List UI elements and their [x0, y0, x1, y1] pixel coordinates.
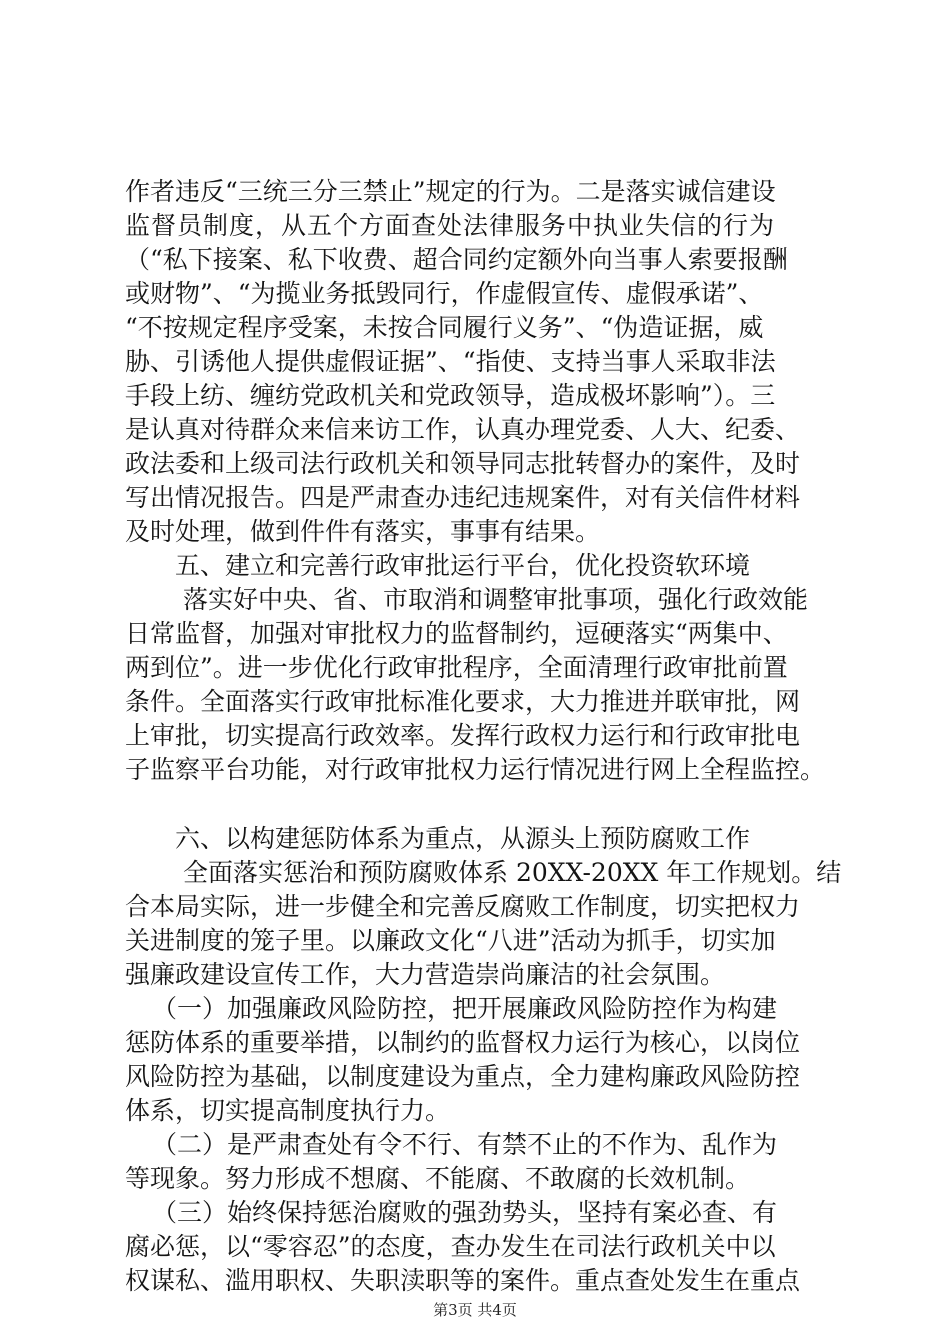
text-line: 日常监督，加强对审批权力的监督制约，逗硬落实“两集中、 [125, 619, 788, 648]
text-line: 监督员制度，从五个方面查处法律服务中执业失信的行为 [125, 211, 776, 240]
text-line: （“私下接案、私下收费、超合同约定额外向当事人索要报酬 [125, 245, 788, 274]
text-line: 胁、引诱他人提供虚假证据”、“指使、支持当事人采取非法 [125, 347, 776, 376]
text-line: （二）是严肃查处有令不行、有禁不止的不作为、乱作为 [152, 1130, 778, 1159]
text-line: 腐必惩，以“零容忍”的态度，查办发生在司法行政机关中以 [125, 1232, 776, 1261]
text-line: 强廉政建设宣传工作，大力营造崇尚廉洁的社会氛围。 [125, 960, 726, 989]
text-line: 手段上纺、缠纺党政机关和党政领导，造成极坏影响”）。三 [125, 381, 776, 410]
text-line: 惩防体系的重要举措，以制约的监督权力运行为核心，以岗位 [125, 1028, 801, 1057]
text-line: 作者违反“三统三分三禁止”规定的行为。二是落实诚信建设 [125, 177, 776, 206]
text-line: 合本局实际，进一步健全和完善反腐败工作制度，切实把权力 [125, 892, 801, 921]
section-heading: 六、以构建惩防体系为重点，从源头上预防腐败工作 [175, 824, 751, 853]
text-line: 风险防控为基础，以制度建设为重点，全力建构廉政风险防控 [125, 1062, 801, 1091]
text-line: 或财物”、“为揽业务抵毁同行，作虚假宣传、虚假承诺”、 [125, 279, 764, 308]
text-line: 权谋私、滥用职权、失职渎职等的案件。重点查处发生在重点 [125, 1266, 801, 1295]
text-line: 落实好中央、省、市取消和调整审批事项，强化行政效能 [183, 585, 809, 614]
text-line: 是认真对待群众来信来访工作，认真办理党委、人大、纪委、 [125, 415, 801, 444]
text-line: 关进制度的笼子里。以廉政文化“八进”活动为抓手，切实加 [125, 926, 776, 955]
text-line: 等现象。努力形成不想腐、不能腐、不敢腐的长效机制。 [125, 1164, 751, 1193]
text-line: 及时处理，做到件件有落实，事事有结果。 [125, 517, 601, 546]
text-line: 条件。全面落实行政审批标准化要求，大力推进并联审批，网 [125, 687, 801, 716]
page-number-footer: 第3页 共4页 [433, 1301, 517, 1319]
text-line: 两到位”。进一步优化行政审批程序，全面清理行政审批前置 [125, 653, 788, 682]
text-line: 写出情况报告。四是严肃查办违纪违规案件，对有关信件材料 [125, 483, 801, 512]
text-line: “不按规定程序受案，未按合同履行义务”、“伪造证据，威 [125, 313, 764, 342]
text-line: 政法委和上级司法行政机关和领导同志批转督办的案件，及时 [125, 449, 801, 478]
section-heading: 五、建立和完善行政审批运行平台，优化投资软环境 [175, 551, 751, 580]
text-line: 体系，切实提高制度执行力。 [125, 1096, 451, 1125]
text-line: （三）始终保持惩治腐败的强劲势头，坚持有案必查、有 [152, 1198, 778, 1227]
text-line: 上审批，切实提高行政效率。发挥行政权力运行和行政审批电 [125, 721, 801, 750]
text-line: （一）加强廉政风险防控，把开展廉政风险防控作为构建 [152, 994, 778, 1023]
text-line: 全面落实惩治和预防腐败体系 20XX-20XX 年工作规划。结 [183, 858, 842, 887]
text-line: 子监察平台功能，对行政审批权力运行情况进行网上全程监控。 [125, 755, 826, 784]
